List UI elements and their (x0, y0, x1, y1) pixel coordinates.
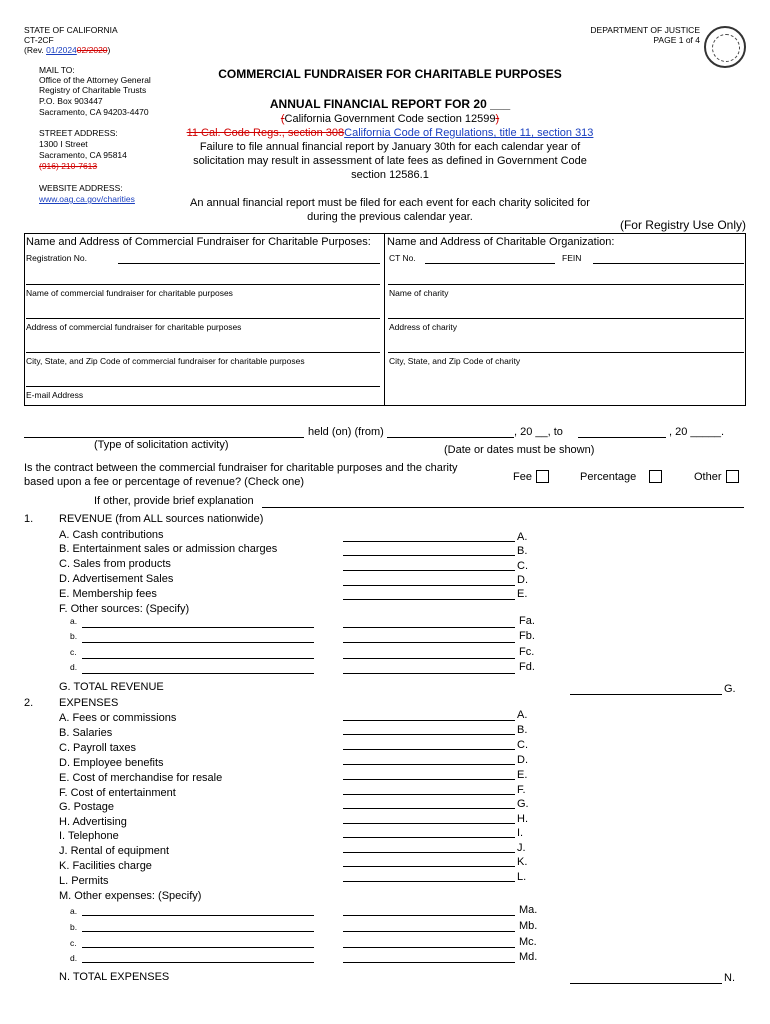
total-revenue-code: G. (724, 683, 736, 695)
fundraiser-address-input[interactable] (26, 305, 380, 318)
revenue-a-input[interactable] (343, 528, 515, 541)
street-line: Sacramento, CA 95814 (39, 150, 127, 160)
expense-d-input[interactable] (343, 751, 515, 764)
revenue-other-letter: a. (70, 616, 78, 626)
percentage-checkbox[interactable] (649, 470, 662, 483)
expense-j-input[interactable] (343, 839, 515, 852)
revenue-other-letter: d. (70, 662, 78, 672)
revenue-other-letter: b. (70, 631, 78, 641)
street-line: 1300 I Street (39, 139, 88, 149)
revenue-fa-input[interactable] (343, 614, 515, 627)
expense-ma-input[interactable] (343, 902, 515, 915)
revenue-code: Fb. (519, 630, 535, 642)
website-link[interactable]: www.oag.ca.gov/charities (39, 194, 135, 204)
box-divider (384, 233, 385, 406)
solicitation-type-label: (Type of solicitation activity) (94, 439, 229, 451)
revenue-other-label: F. Other sources: (Specify) (59, 603, 190, 615)
expense-code: K. (517, 856, 528, 868)
date-note-label: (Date or dates must be shown) (444, 444, 595, 456)
expense-mb-desc-input[interactable] (82, 918, 314, 931)
revenue-code: A. (517, 531, 528, 543)
department-label: DEPARTMENT OF JUSTICE (590, 25, 700, 35)
expense-item-label: H. Advertising (59, 816, 127, 828)
revenue-heading: REVENUE (from ALL sources nationwide) (59, 513, 264, 525)
held-on-label: held (on) (from) (308, 426, 384, 438)
revision-date: (Rev. 01/202402/2020) (24, 45, 111, 55)
expense-md-desc-input[interactable] (82, 949, 314, 962)
revenue-other-letter: c. (70, 647, 77, 657)
event-notice: during the previous calendar year. (307, 211, 473, 223)
other-checkbox[interactable] (726, 470, 739, 483)
expense-item-label: E. Cost of merchandise for resale (59, 772, 223, 784)
expense-item-label: B. Salaries (59, 727, 113, 739)
expense-item-label: L. Permits (59, 875, 109, 887)
revenue-fb-desc-input[interactable] (82, 629, 314, 642)
event-notice: An annual financial report must be filed for each event for each charity solicited for (190, 197, 590, 209)
date-from-input[interactable] (387, 424, 514, 437)
expense-code: L. (517, 871, 527, 883)
revenue-fc-desc-input[interactable] (82, 645, 314, 658)
street-address-label: STREET ADDRESS: (39, 128, 118, 138)
expense-item-label: K. Facilities charge (59, 860, 152, 872)
solicitation-type-input[interactable] (24, 424, 304, 437)
total-expenses-code: N. (724, 972, 735, 984)
expense-code: D. (517, 754, 528, 766)
revenue-code: B. (517, 545, 528, 557)
other-label: Other (694, 471, 722, 483)
revenue-b-input[interactable] (343, 542, 515, 555)
revenue-fc-input[interactable] (343, 645, 515, 658)
expense-i-input[interactable] (343, 824, 515, 837)
year-to-label: , 20 _____. (669, 426, 725, 438)
ct-no-input[interactable] (425, 250, 555, 263)
mail-line: Office of the Attorney General (39, 75, 151, 85)
revenue-item-label: A. Cash contributions (59, 529, 164, 541)
expense-code: Mc. (519, 936, 537, 948)
charity-name-input[interactable] (388, 271, 744, 284)
expense-mc-desc-input[interactable] (82, 934, 314, 947)
expense-other-letter: d. (70, 953, 78, 963)
expense-code: Mb. (519, 920, 538, 932)
gov-code-ref: (California Government Code section 12599) (280, 113, 500, 125)
revenue-e-input[interactable] (343, 586, 515, 599)
revenue-code: D. (517, 574, 528, 586)
explanation-label: If other, provide brief explanation (94, 495, 254, 507)
late-fee-notice: Failure to file annual financial report by January 30th for each calendar year of (199, 141, 581, 153)
total-expenses-label: N. TOTAL EXPENSES (59, 971, 170, 983)
expense-g-input[interactable] (343, 795, 515, 808)
expense-code: I. (517, 827, 524, 839)
expense-code: A. (517, 709, 528, 721)
expenses-heading: EXPENSES (59, 697, 119, 709)
charity-name-label: Name of charity (389, 288, 449, 298)
total-revenue-label: G. TOTAL REVENUE (59, 681, 164, 693)
total-expenses-input[interactable] (570, 970, 722, 983)
expense-e-input[interactable] (343, 766, 515, 779)
fein-input[interactable] (593, 250, 744, 263)
revenue-item-label: C. Sales from products (59, 558, 171, 570)
mail-line: P.O. Box 903447 (39, 96, 103, 106)
revenue-fd-input[interactable] (343, 660, 515, 673)
email-label: E-mail Address (26, 390, 84, 400)
registration-no-label: Registration No. (26, 253, 87, 263)
fein-label: FEIN (562, 253, 582, 263)
expense-other-letter: b. (70, 922, 78, 932)
expense-code: C. (517, 739, 528, 751)
revenue-c-input[interactable] (343, 557, 515, 570)
fundraiser-city-label: City, State, and Zip Code of commercial fundraiser for charitable purposes (26, 356, 305, 366)
expense-other-letter: c. (70, 938, 77, 948)
registry-use-label: (For Registry Use Only) (619, 218, 746, 232)
charity-city-input[interactable] (388, 339, 744, 352)
expense-item-label: F. Cost of entertainment (59, 787, 176, 799)
revenue-number: 1. (24, 513, 34, 525)
fundraiser-city-input[interactable] (26, 339, 380, 352)
old-phone-number: (916) 210-7613 (39, 161, 98, 171)
charity-header: Name and Address of Charitable Organization: (387, 236, 615, 248)
expense-code: J. (517, 842, 526, 854)
expense-b-input[interactable] (343, 721, 515, 734)
revenue-code: Fd. (519, 661, 535, 673)
form-title: COMMERCIAL FUNDRAISER FOR CHARITABLE PURPOSES (218, 67, 562, 81)
expense-c-input[interactable] (343, 736, 515, 749)
date-to-input[interactable] (578, 424, 666, 437)
mail-line: Sacramento, CA 94203-4470 (39, 107, 149, 117)
form-subtitle: ANNUAL FINANCIAL REPORT FOR 20 ___ (269, 97, 511, 111)
revenue-code: Fa. (519, 615, 535, 627)
page-number: PAGE 1 of 4 (653, 35, 700, 45)
late-fee-notice: solicitation may result in assessment of late fees as defined in Government Code (193, 155, 587, 167)
expense-item-label: G. Postage (59, 801, 115, 813)
fundraiser-header: Name and Address of Commercial Fundraiser for Charitable Purposes: (26, 236, 371, 248)
revenue-fb-input[interactable] (343, 629, 515, 642)
mail-line: Registry of Charitable Trusts (39, 85, 147, 95)
expense-code: Ma. (519, 904, 538, 916)
expense-ma-desc-input[interactable] (82, 902, 314, 915)
expense-other-label: M. Other expenses: (Specify) (59, 890, 202, 902)
revenue-code: Fc. (519, 646, 535, 658)
fundraiser-address-label: Address of commercial fundraiser for charitable purposes (26, 322, 242, 332)
fundraiser-name-label: Name of commercial fundraiser for charitable purposes (26, 288, 233, 298)
charity-city-label: City, State, and Zip Code of charity (389, 356, 521, 366)
expense-md-input[interactable] (343, 949, 515, 962)
revenue-code: E. (517, 588, 528, 600)
revenue-fd-desc-input[interactable] (82, 660, 314, 673)
state-label: STATE OF CALIFORNIA (24, 25, 118, 35)
expense-item-label: A. Fees or commissions (59, 712, 177, 724)
revenue-item-label: D. Advertisement Sales (59, 573, 174, 585)
charity-address-label: Address of charity (389, 322, 458, 332)
year-from-label: , 20 __, to (514, 426, 563, 438)
expense-other-letter: a. (70, 906, 78, 916)
revenue-code: C. (517, 560, 528, 572)
expense-item-label: J. Rental of equipment (59, 845, 170, 857)
fee-checkbox[interactable] (536, 470, 549, 483)
revenue-item-label: B. Entertainment sales or admission charges (59, 543, 278, 555)
percentage-label: Percentage (580, 471, 637, 483)
ct-no-label: CT No. (389, 253, 416, 263)
contract-question: based upon a fee or percentage of revenue? (Check one) (24, 476, 305, 488)
expense-code: Md. (519, 951, 538, 963)
expense-h-input[interactable] (343, 810, 515, 823)
late-fee-notice: section 12586.1 (351, 169, 429, 181)
revenue-item-label: E. Membership fees (59, 588, 157, 600)
website-label: WEBSITE ADDRESS: (39, 183, 123, 193)
charity-address-input[interactable] (388, 305, 744, 318)
expense-code: B. (517, 724, 528, 736)
expense-item-label: C. Payroll taxes (59, 742, 137, 754)
revenue-fa-desc-input[interactable] (82, 614, 314, 627)
email-input[interactable] (26, 373, 380, 386)
registration-no-input[interactable] (118, 250, 380, 263)
expense-k-input[interactable] (343, 853, 515, 866)
form-id: CT-2CF (24, 35, 54, 45)
expense-item-label: D. Employee benefits (59, 757, 164, 769)
expense-code: G. (517, 798, 529, 810)
expense-code: E. (517, 769, 528, 781)
expenses-number: 2. (24, 697, 34, 709)
contract-question: Is the contract between the commercial fundraiser for charitable purposes and the charity (24, 462, 458, 474)
revenue-d-input[interactable] (343, 572, 515, 585)
total-revenue-input[interactable] (570, 681, 722, 694)
expense-code: F. (517, 784, 526, 796)
expense-item-label: I. Telephone (59, 830, 119, 842)
fundraiser-name-input[interactable] (26, 271, 380, 284)
expense-l-input[interactable] (343, 868, 515, 881)
fee-label: Fee (513, 471, 532, 483)
mail-to-label: MAIL TO: (39, 65, 75, 75)
state-seal-icon (704, 26, 746, 68)
expense-mc-input[interactable] (343, 934, 515, 947)
regulations-ref: 11 Cal. Code Regs., section 308California Code of Regulations, title 11, section 313 (186, 127, 594, 139)
explanation-input[interactable] (262, 494, 744, 507)
expense-code: H. (517, 813, 528, 825)
expense-a-input[interactable] (343, 707, 515, 720)
expense-f-input[interactable] (343, 781, 515, 794)
expense-mb-input[interactable] (343, 918, 515, 931)
